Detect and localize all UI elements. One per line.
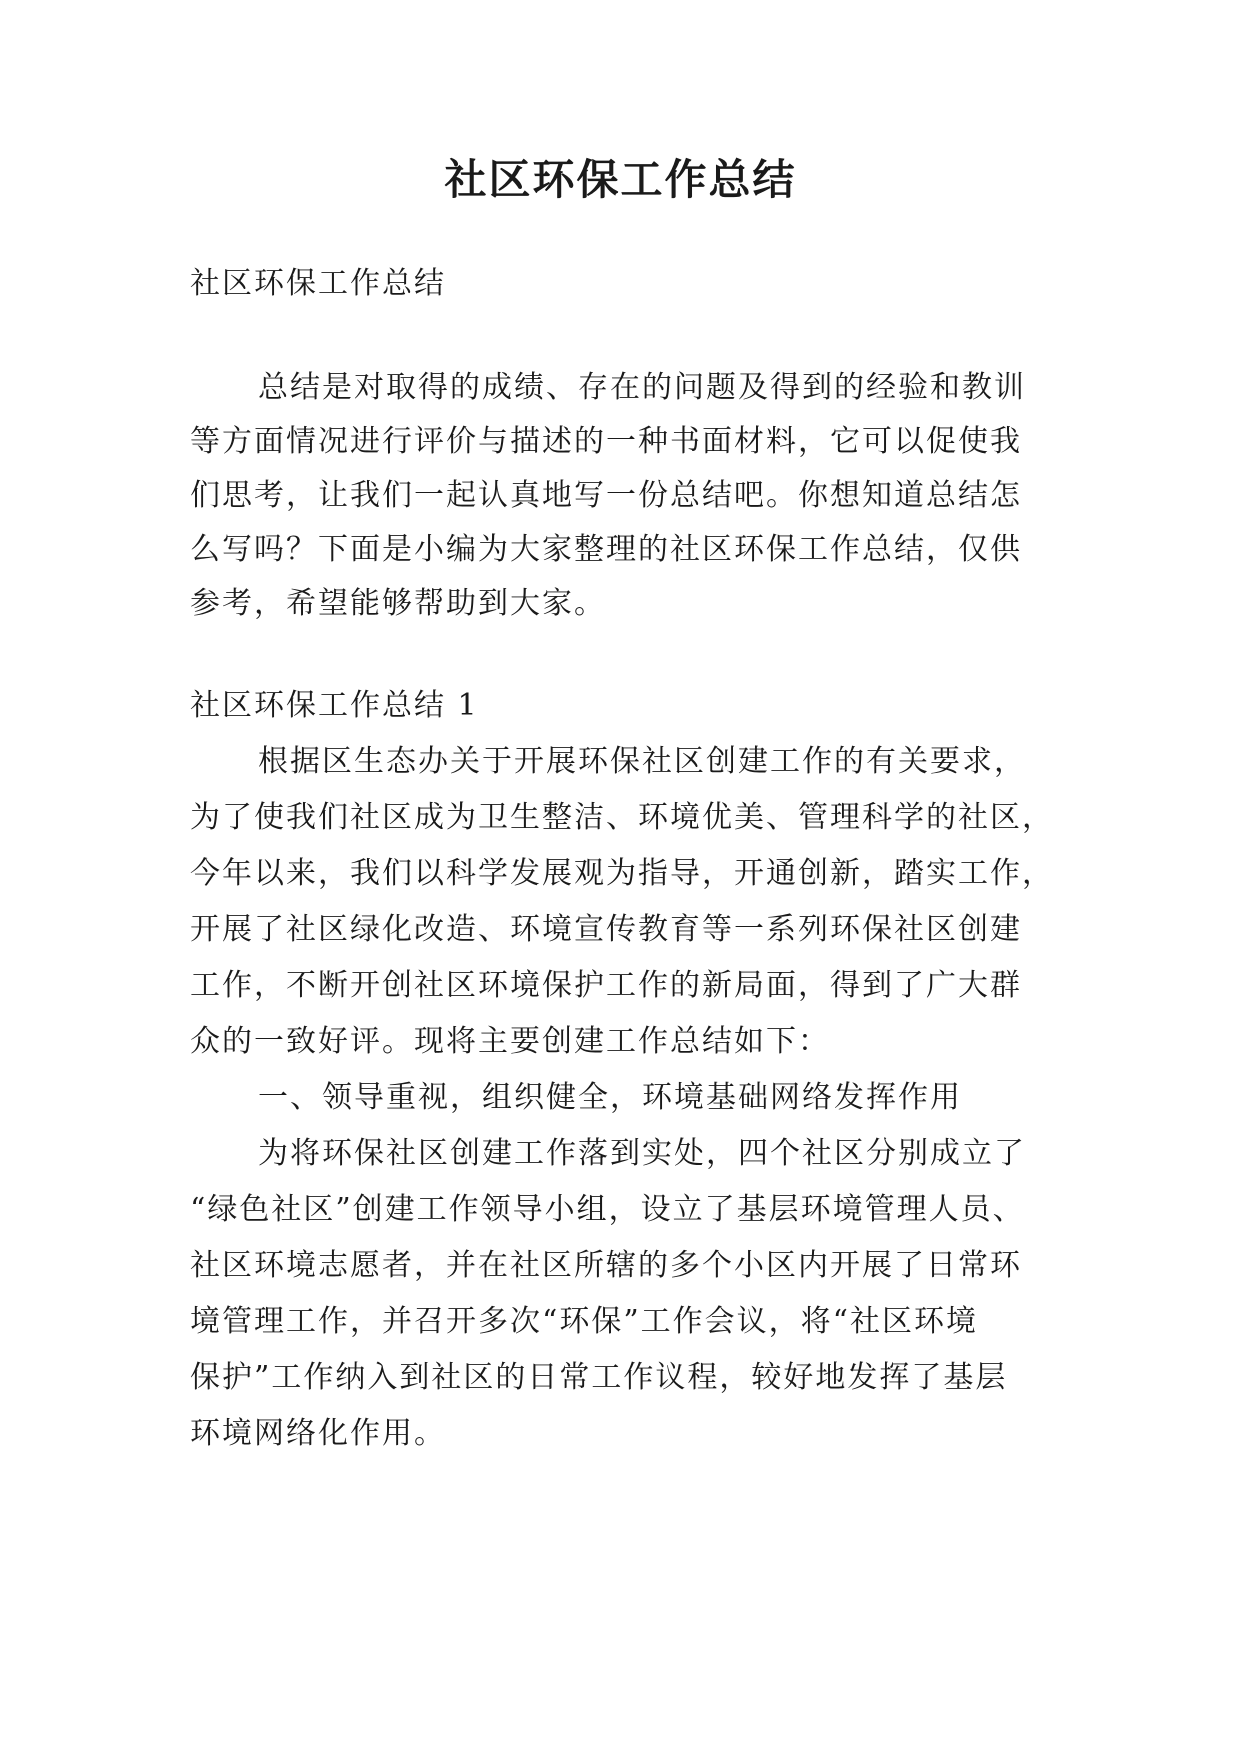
section-paragraph-line: 根据区生态办关于开展环保社区创建工作的有关要求，: [258, 744, 1026, 779]
section-paragraph-line: 为了使我们社区成为卫生整洁、环境优美、管理科学的社区，: [190, 800, 1054, 835]
point-heading: 一、领导重视，组织健全，环境基础网络发挥作用: [258, 1080, 962, 1115]
point-paragraph-line: 境管理工作，并召开多次“环保”工作会议，将“社区环境: [190, 1304, 979, 1339]
point-paragraph-line: 保护”工作纳入到社区的日常工作议程，较好地发挥了基层: [190, 1360, 1008, 1395]
intro-line: 总结是对取得的成绩、存在的问题及得到的经验和教训: [258, 370, 1026, 405]
point-paragraph-line: 社区环境志愿者，并在社区所辖的多个小区内开展了日常环: [190, 1248, 1022, 1283]
intro-line: 么写吗？下面是小编为大家整理的社区环保工作总结，仅供: [190, 532, 1022, 567]
point-paragraph-line: 为将环保社区创建工作落到实处，四个社区分别成立了: [258, 1136, 1026, 1171]
point-paragraph-line: 环境网络化作用。: [190, 1416, 446, 1451]
intro-line: 们思考，让我们一起认真地写一份总结吧。你想知道总结怎: [190, 478, 1022, 513]
document-title: 社区环保工作总结: [444, 155, 797, 204]
section-paragraph-line: 工作，不断开创社区环境保护工作的新局面，得到了广大群: [190, 968, 1022, 1003]
section-paragraph-line: 众的一致好评。现将主要创建工作总结如下：: [190, 1024, 830, 1059]
point-paragraph-line: “绿色社区”创建工作领导小组，设立了基层环境管理人员、: [190, 1192, 1025, 1227]
intro-line: 参考，希望能够帮助到大家。: [190, 586, 606, 621]
section-paragraph-line: 今年以来，我们以科学发展观为指导，开通创新，踏实工作，: [190, 856, 1054, 891]
intro-line: 等方面情况进行评价与描述的一种书面材料，它可以促使我: [190, 424, 1022, 459]
section-heading: 社区环保工作总结 1: [190, 688, 479, 723]
section-paragraph-line: 开展了社区绿化改造、环境宣传教育等一系列环保社区创建: [190, 912, 1022, 947]
document-subtitle: 社区环保工作总结: [190, 266, 446, 301]
